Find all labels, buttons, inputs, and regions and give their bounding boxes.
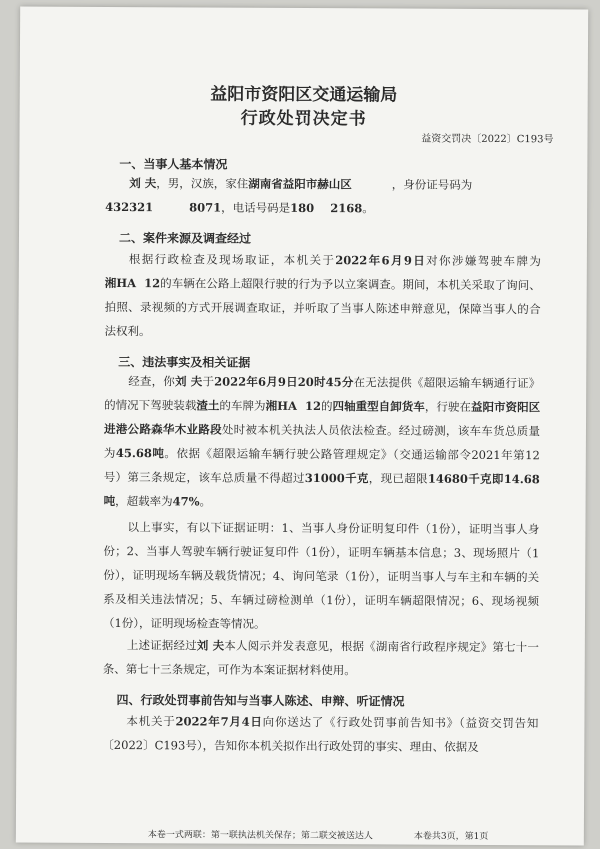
party-name: 刘 夫 [129,176,157,191]
vehicle-plate: 湘HA 12 [104,275,161,291]
footer-copies-note: 本卷一式两联：第一联执法机关保存；第二联交被送达人 [147,830,373,842]
footer-page-number: 本卷共3页，第1页 [413,831,489,842]
section-2-body: 根据行政检查及现场取证，本机关于2022年6月9日对你涉嫌驾驶车牌为湘HA 12的车辆在公路上超限行驶的行为予以立案调查。期间，本机关采取了询问、拍照、录视频的方式开展调查取证，并听取了当事人陈述申辩意见，保障当事人的合法权利。 [104,252,541,339]
document-number: 益资交罚决〔2022〕C193号 [421,133,554,146]
section-1-heading: 一、当事人基本情况 [119,157,228,172]
section-2-heading: 二、案件来源及调查经过 [118,231,252,246]
party-id-number: 432321 8071 [105,199,222,215]
section-3-conclusion: 上述证据经过刘 夫本人阅示并发表意见，根据《湖南省行政程序规定》第七十一条、第七十三条规定，可作为本案证据材料使用。 [102,638,539,678]
party-phone: 180 2168 [290,200,363,216]
document-title: 行政处罚决定书 [240,108,367,130]
section-3-evidence: 以上事实，有以下证据证明：1、当事人身份证明复印件（1份），证明当事人身份；2、当事人驾驶车辆行驶证复印件（1份），证明车辆基本信息；3、现场照片（1份），证明现场车辆及载货情况；4、询问笔录（1份），证明当事人与车主和车辆的关系及相关违法情况；5、车辆过磅检测单（1份），证明车辆超限情况；6、现场视频（1份），证明现场检查等情况。 [102,520,540,631]
party-address: 湖南省益阳市赫山区 [248,176,352,192]
section-4-body: 本机关于2022年7月4日向你送达了《行政处罚事前告知书》（益资交罚告知〔2022〕C193号），告知你本机关拟作出行政处罚的事实、理由、依据及 [102,714,539,754]
issuing-authority: 益阳市资阳区交通运输局 [210,84,398,106]
section-4-heading: 四、行政处罚事前告知与当事人陈述、申辩、听证情况 [116,693,405,709]
section-3-heading: 三、违法事实及相关证据 [118,355,251,370]
section-1-body: 刘 夫，男，汉族，家住湖南省益阳市赫山区 ，身份证号码为 432321 8071，电话号码是180 2168。 [105,176,473,216]
page-footer [16,827,584,842]
section-3-facts: 经查，你刘 夫于2022年6月9日20时45分在无法提供《超限运输车辆通行证》的情况下驾驶装载渣土的车牌为湘HA 12的四轴重型自卸货车，行驶在益阳市资阳区进港公路森华木业路段处时被本机关执法人员依法检查。经过磅测，该车车货总质量为45.68吨。依据《超限运输车辆行驶公路管理规定》（交通运输部令2021年第12号）第三条规定，该车总质量不得超过31000千克，现已超限14680千克即14.68吨，超载率为47%。 [103,374,541,509]
document-page [16,7,588,846]
